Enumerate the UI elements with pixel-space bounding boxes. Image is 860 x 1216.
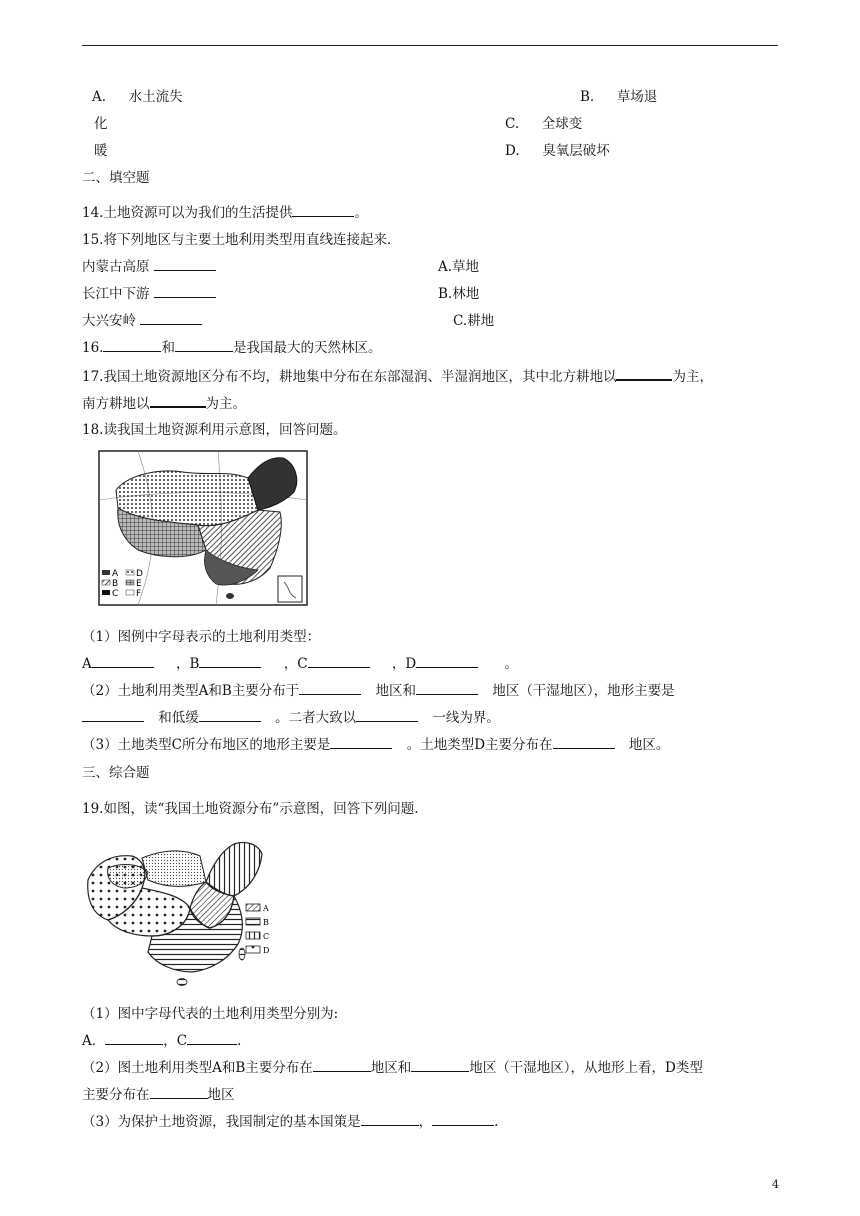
answer-blank[interactable]	[308, 655, 370, 668]
answer-blank[interactable]	[356, 709, 418, 722]
map-2-legend	[246, 904, 269, 955]
answer-blank[interactable]	[416, 682, 478, 695]
land-use-map-1	[98, 450, 308, 606]
q15-choice-b: B.林地	[438, 286, 480, 302]
q15-choice-a: A.草地	[438, 259, 480, 275]
answer-blank[interactable]	[150, 1086, 208, 1099]
answer-blank[interactable]	[154, 258, 216, 271]
answer-blank[interactable]	[553, 736, 615, 749]
answer-blank[interactable]	[411, 1059, 469, 1072]
q19-part-1-answers: A． ，C .	[82, 1033, 242, 1049]
answer-blank[interactable]	[154, 285, 216, 298]
q18-part-1-answers: A ，B ，C ，D 。	[82, 656, 519, 672]
option-b: B. 草场退	[580, 89, 658, 105]
svg-text:D: D	[136, 569, 143, 579]
answer-blank[interactable]	[150, 394, 206, 408]
q19-part-2-line-1: （2）图土地利用类型A和B主要分布在 地区和 地区（干湿地区），从地形上看，D类型	[82, 1060, 703, 1076]
q18-part-1: （1）图例中字母表示的土地利用类型：	[82, 629, 321, 645]
q15-row-3: 大兴安岭	[82, 312, 202, 330]
answer-blank[interactable]	[616, 367, 672, 381]
svg-text:F: F	[136, 589, 142, 599]
section-title-fill-in: 二、填空题	[82, 170, 150, 186]
answer-blank[interactable]	[103, 339, 161, 352]
svg-text:C: C	[112, 589, 119, 599]
q18-part-3: （3）土地类型C所分布地区的地形主要是 。土地类型D主要分布在 地区。	[82, 737, 670, 753]
question-14: 14.土地资源可以为我们的生活提供 。	[82, 205, 368, 221]
option-c-continuation: 暖	[94, 143, 108, 159]
answer-blank[interactable]	[140, 312, 202, 325]
q15-row-1: 内蒙古高原	[82, 258, 216, 276]
q19-part-3: （3）为保护土地资源，我国制定的基本国策是 ， .	[82, 1114, 499, 1130]
question-19: 19.如图，读“我国土地资源分布”示意图，回答下列问题.	[82, 801, 419, 817]
q18-part-2-line-2: 和低缓 。二者大致以 一线为界。	[82, 709, 500, 727]
answer-blank[interactable]	[416, 655, 478, 668]
answer-blank[interactable]	[299, 682, 361, 695]
q18-part-2-line-1: （2）土地利用类型A和B主要分布于 地区和 地区（干湿地区），地形主要是	[82, 683, 675, 699]
svg-text:E: E	[136, 579, 142, 589]
land-use-map-2	[82, 832, 278, 990]
answer-blank[interactable]	[199, 709, 261, 722]
option-c: C. 全球变	[505, 116, 583, 132]
answer-blank[interactable]	[292, 204, 354, 217]
svg-text:C: C	[263, 932, 270, 941]
option-a: A. 水土流失	[92, 89, 183, 105]
answer-blank[interactable]	[82, 709, 144, 722]
option-d: D. 臭氧层破坏	[505, 143, 610, 159]
q15-choice-c: C.耕地	[453, 313, 495, 329]
option-b-continuation: 化	[94, 116, 108, 132]
answer-blank[interactable]	[175, 339, 233, 352]
question-18: 18.读我国土地资源利用示意图，回答问题。	[82, 422, 347, 438]
answer-blank[interactable]	[361, 1113, 419, 1126]
question-15: 15.将下列地区与主要土地利用类型用直线连接起来.	[82, 232, 392, 248]
question-17-line-1: 17.我国土地资源地区分布不均，耕地集中分布在东部湿润、半湿润地区，其中北方耕地以 为主，	[82, 369, 713, 385]
svg-text:B: B	[263, 918, 269, 927]
q15-row-2: 长江中下游	[82, 285, 216, 303]
svg-text:D: D	[263, 946, 270, 955]
answer-blank[interactable]	[105, 1032, 163, 1045]
answer-blank[interactable]	[313, 1059, 371, 1072]
svg-text:A: A	[112, 569, 119, 579]
question-17-line-2: 南方耕地以 为主。	[82, 396, 246, 412]
south-sea-inset	[278, 576, 302, 602]
page-number: 4	[772, 1178, 779, 1191]
answer-blank[interactable]	[199, 655, 261, 668]
q19-part-2-line-2: 主要分布在 地区	[82, 1087, 235, 1103]
island-hainan	[226, 593, 234, 599]
svg-text:B: B	[112, 579, 119, 589]
answer-blank[interactable]	[92, 655, 154, 668]
answer-blank[interactable]	[330, 736, 392, 749]
svg-text:A: A	[263, 904, 269, 913]
question-16: 16. 和 是我国最大的天然林区。	[82, 340, 382, 356]
answer-blank[interactable]	[432, 1113, 494, 1126]
q19-part-1: （1）图中字母代表的土地利用类型分别为:	[82, 1006, 339, 1022]
header-rule	[82, 45, 778, 46]
section-title-comprehensive: 三、综合题	[82, 765, 150, 781]
answer-blank[interactable]	[187, 1032, 237, 1045]
